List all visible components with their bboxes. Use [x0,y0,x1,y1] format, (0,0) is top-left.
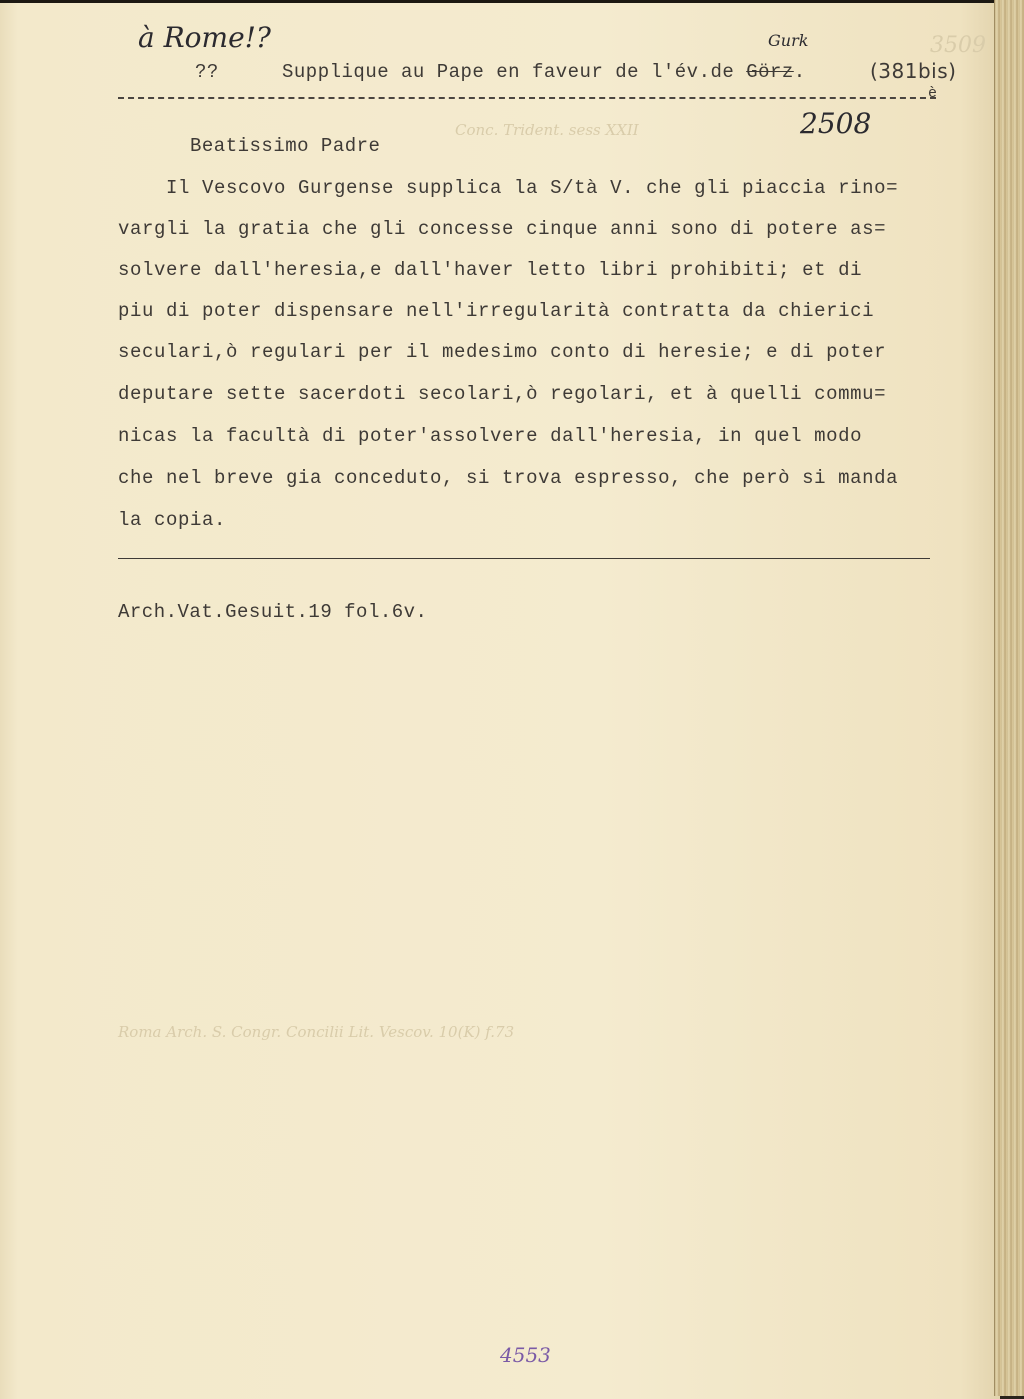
document-title [282,61,806,83]
source-citation: Arch.Vat.Gesuit.19 fol.6v. [118,601,428,623]
handwritten-footer-number: 4553 [500,1343,551,1367]
binding-edge [994,0,1024,1396]
title-struck-word: Görz [746,61,794,83]
body-line: che nel breve gia conceduto, si trova espresso, che però si manda [118,467,899,489]
body-line: solvere dall'heresia,e dall'haver letto libri prohibiti; et di [118,259,863,281]
faint-note-bottom: Roma Arch. S. Congr. Concilii Lit. Vescov. 10(K) f.73 [118,1023,515,1041]
section-divider [118,558,930,559]
body-line: Il Vescovo Gurgense supplica la S/tà V. che gli piaccia rino= [118,177,899,199]
body-line: seculari,ò regulari per il medesimo conto di heresie; e di poter [118,341,887,363]
body-line: deputare sette sacerdoti secolari,ò regolari, et à quelli commu= [118,383,887,405]
title-main: Supplique au Pape en faveur de l'év.de [282,61,747,83]
body-line: piu di poter dispensare nell'irregularità contratta da chierici [118,300,875,322]
handwritten-archive-number: 2508 [800,107,872,140]
header-dashed-rule [118,97,936,99]
faint-note-middle: Conc. Trident. sess XXII [455,121,639,139]
handwritten-gurk: Gurk [768,31,809,50]
body-line: nicas la facultà di poter'assolvere dall'heresia, in quel modo [118,425,863,447]
handwritten-a-rome: à Rome!? [138,21,271,54]
header-accent-mark: è [928,85,938,102]
document-number: (381bis) [870,59,957,83]
header-prefix: ?? [195,61,219,83]
salutation: Beatissimo Padre [190,135,381,157]
faint-note-top-right: 3509 [930,33,986,58]
body-line: vargli la gratia che gli concesse cinque anni sono di potere as= [118,218,887,240]
title-end: . [793,61,806,83]
body-line: la copia. [118,509,227,531]
